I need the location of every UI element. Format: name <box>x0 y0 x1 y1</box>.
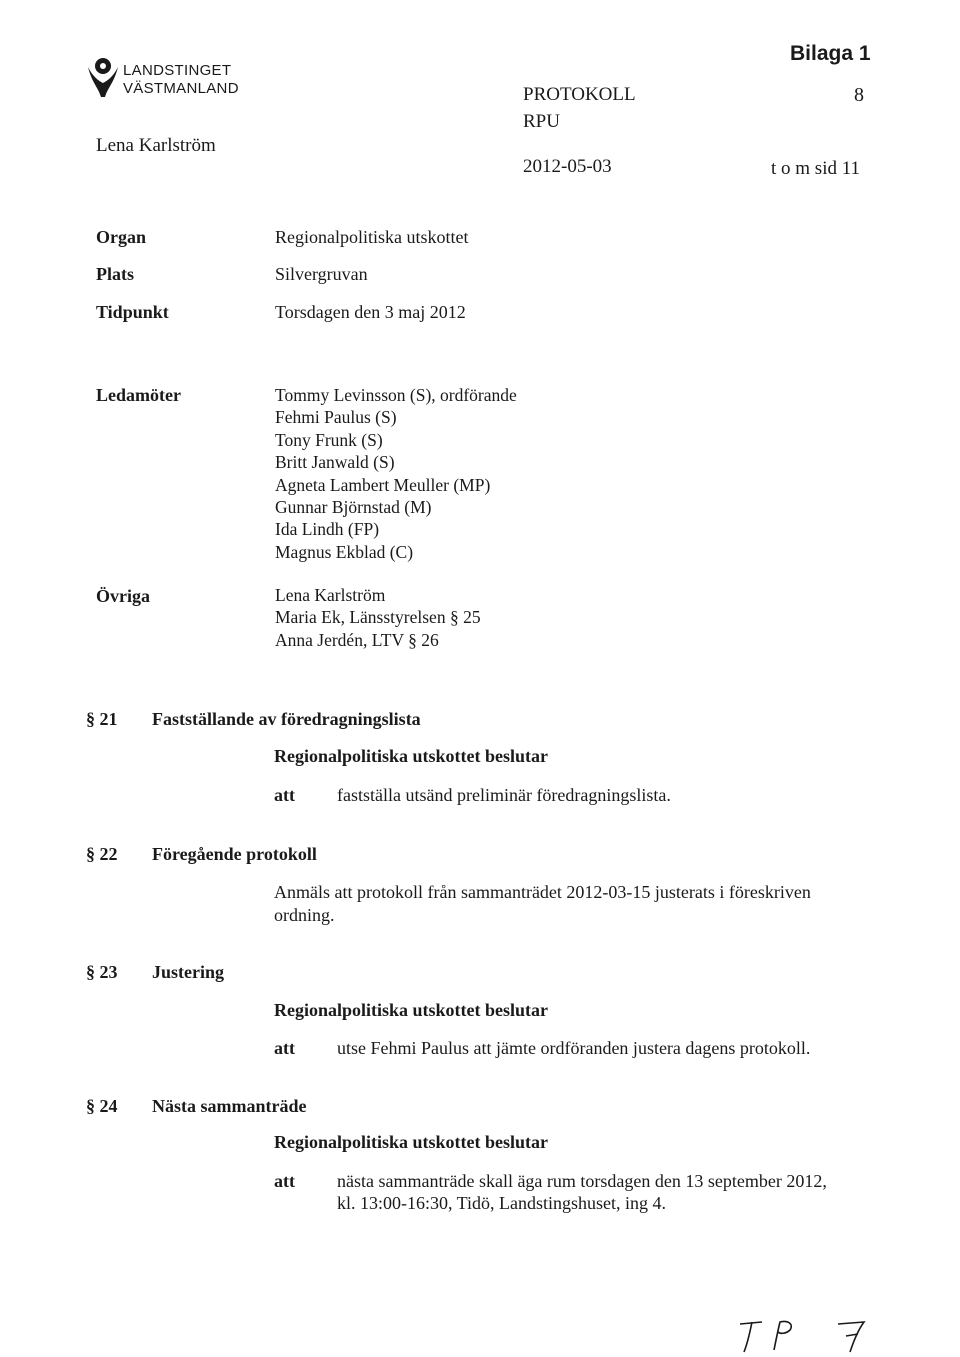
item-number: § 21 <box>86 709 118 729</box>
item-title: Nästa sammanträde <box>152 1096 307 1116</box>
plats-value: Silvergruvan <box>275 264 368 284</box>
ledamoter-label: Ledamöter <box>96 385 181 405</box>
decision-heading: Regionalpolitiska utskottet beslutar <box>274 1132 549 1152</box>
page-number: 8 <box>854 84 864 106</box>
ovriga-label: Övriga <box>96 586 150 606</box>
att-label: att <box>274 1038 295 1058</box>
attachment-label: Bilaga 1 <box>790 42 871 65</box>
ledamoter-list <box>275 384 517 563</box>
member-item: Agneta Lambert Meuller (MP) <box>275 474 491 495</box>
plats-label: Plats <box>96 264 134 284</box>
doc-type: PROTOKOLL <box>523 84 636 105</box>
item-title: Fastställande av föredragningslista <box>152 709 421 729</box>
member-item: Gunnar Björnstad (M) <box>275 497 432 518</box>
page-range: t o m sid 11 <box>771 158 861 179</box>
org-name-line2: VÄSTMANLAND <box>123 80 239 97</box>
item-number: § 22 <box>86 844 118 864</box>
doc-date: 2012-05-03 <box>523 156 612 177</box>
att-label: att <box>274 1171 295 1191</box>
organ-value: Regionalpolitiska utskottet <box>275 227 469 247</box>
item-number: § 23 <box>86 962 118 982</box>
member-item: Ida Lindh (FP) <box>275 519 380 540</box>
handwritten-initials <box>726 1310 886 1356</box>
tidpunkt-value: Torsdagen den 3 maj 2012 <box>275 302 466 322</box>
other-attendee: Anna Jerdén, LTV § 26 <box>275 629 439 650</box>
att-label: att <box>274 785 295 805</box>
decision-text: fastställa utsänd preliminär föredragningslista. <box>337 785 671 805</box>
item-body-line: ordning. <box>274 905 335 925</box>
decision-text: nästa sammanträde skall äga rum torsdagen den 13 september 2012, <box>337 1171 827 1191</box>
ovriga-list <box>275 584 481 651</box>
other-attendee: Maria Ek, Länsstyrelsen § 25 <box>275 607 481 628</box>
unit: RPU <box>523 111 560 132</box>
member-item: Tommy Levinsson (S), ordförande <box>275 385 517 405</box>
author-name: Lena Karlström <box>96 135 216 156</box>
decision-heading: Regionalpolitiska utskottet beslutar <box>274 746 549 766</box>
landstinget-logo-icon <box>86 57 120 97</box>
member-item: Fehmi Paulus (S) <box>275 407 397 428</box>
tidpunkt-label: Tidpunkt <box>96 302 169 322</box>
item-title: Justering <box>152 962 224 982</box>
member-item: Magnus Ekblad (C) <box>275 541 414 562</box>
item-title: Föregående protokoll <box>152 844 317 864</box>
item-body-line: Anmäls att protokoll från sammanträdet 2012-03-15 justerats i föreskriven <box>274 882 811 902</box>
decision-heading: Regionalpolitiska utskottet beslutar <box>274 1000 549 1020</box>
other-attendee: Lena Karlström <box>275 585 386 605</box>
member-item: Tony Frunk (S) <box>275 429 383 450</box>
decision-text: kl. 13:00-16:30, Tidö, Landstingshuset, ing 4. <box>337 1193 667 1213</box>
member-item: Britt Janwald (S) <box>275 452 395 473</box>
item-number: § 24 <box>86 1096 118 1116</box>
org-name-line1: LANDSTINGET <box>123 62 232 79</box>
organ-label: Organ <box>96 227 147 247</box>
decision-text: utse Fehmi Paulus att jämte ordföranden justera dagens protokoll. <box>337 1038 811 1058</box>
